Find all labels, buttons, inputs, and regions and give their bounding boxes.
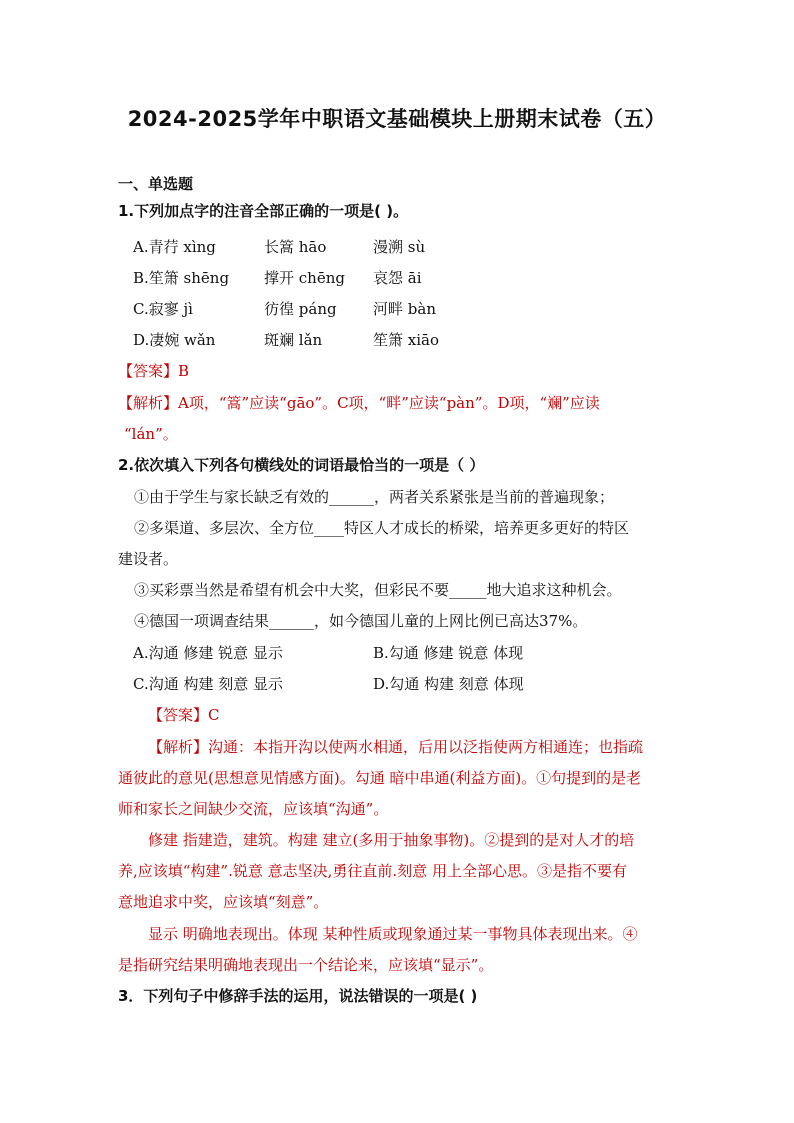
q2-analysis-c1: 显示 明确地表现出。体现 某种性质或现象通过某一事物具体表现出来。④ — [148, 925, 638, 943]
q2-analysis-c2: 是指研究结果明确地表现出一个结论来，应该填“显示”。 — [118, 956, 494, 974]
question-1-stem: 1.下列加点字的注音全部正确的一项是( )。 — [118, 202, 409, 220]
q2-option-a: A.沟通 修建 锐意 显示 — [133, 644, 283, 662]
q1-option-d-1: D.凄婉 wǎn — [133, 331, 216, 349]
q1-analysis-line-2: “lán”。 — [124, 425, 178, 443]
question-3-stem: 3．下列句子中修辞手法的运用，说法错误的一项是( ) — [118, 987, 478, 1005]
q1-option-a-1: A.青荇 xìng — [133, 238, 216, 256]
q2-option-d: D.勾通 构建 刻意 体现 — [373, 675, 524, 693]
page-title: 2024-2025学年中职语文基础模块上册期末试卷（五） — [127, 107, 667, 131]
q1-option-b-2: 撑开 chēng — [264, 269, 345, 287]
q1-option-b-3: 哀怨 āi — [373, 269, 422, 287]
q1-option-a-3: 漫溯 sù — [373, 238, 426, 256]
q1-analysis-line-1: 【解析】A项，“篙”应读“gāo”。C项，“畔”应读“pàn”。D项，“斓”应读 — [118, 394, 600, 412]
q2-sentence-4: ④德国一项调查结果______，如今德国儿童的上网比例已高达37%。 — [134, 612, 588, 630]
question-2-stem: 2.依次填入下列各句横线处的词语最恰当的一项是（ ） — [118, 456, 485, 474]
q2-analysis-a1: 【解析】沟通：本指开沟以使两水相通，后用以泛指使两方相通连；也指疏 — [148, 738, 644, 756]
q2-option-c: C.沟通 构建 刻意 显示 — [133, 675, 284, 693]
q2-analysis-a3: 师和家长之间缺少交流，应该填“沟通”。 — [118, 800, 389, 818]
q2-answer: 【答案】C — [148, 706, 220, 724]
q2-sentence-2a: ②多渠道、多层次、全方位____特区人才成长的桥梁，培养更多更好的特区 — [134, 519, 630, 537]
q2-sentence-3: ③买彩票当然是希望有机会中大奖，但彩民不要_____地大追求这种机会。 — [134, 581, 622, 599]
q2-analysis-b2: 养,应该填“构建”.锐意 意志坚决,勇往直前.刻意 用上全部心思。③是指不要有 — [118, 862, 627, 880]
q2-analysis-b1: 修建 指建造，建筑。构建 建立(多用于抽象事物)。②提到的是对人才的培 — [148, 831, 635, 849]
q1-option-c-2: 彷徨 páng — [264, 300, 337, 318]
q1-option-c-3: 河畔 bàn — [373, 300, 436, 318]
q2-analysis-b3: 意地追求中奖，应该填“刻意”。 — [118, 893, 329, 911]
q1-option-c-1: C.寂寥 jì — [133, 300, 193, 318]
q1-answer: 【答案】B — [118, 362, 190, 380]
q2-sentence-2b: 建设者。 — [118, 550, 179, 568]
q1-option-a-2: 长篙 hāo — [264, 238, 327, 256]
q1-option-d-3: 笙箫 xiāo — [373, 331, 439, 349]
q1-option-d-2: 斑斓 lǎn — [264, 331, 323, 349]
q2-sentence-1: ①由于学生与家长缺乏有效的______，两者关系紧张是当前的普遍现象； — [134, 488, 615, 506]
q2-analysis-a2: 通彼此的意见(思想意见情感方面)。勾通 暗中串通(利益方面)。①句提到的是老 — [118, 769, 642, 787]
section-heading: 一、单选题 — [118, 175, 194, 193]
q2-option-b: B.勾通 修建 锐意 体现 — [373, 644, 524, 662]
q1-option-b-1: B.笙箫 shēng — [133, 269, 230, 287]
